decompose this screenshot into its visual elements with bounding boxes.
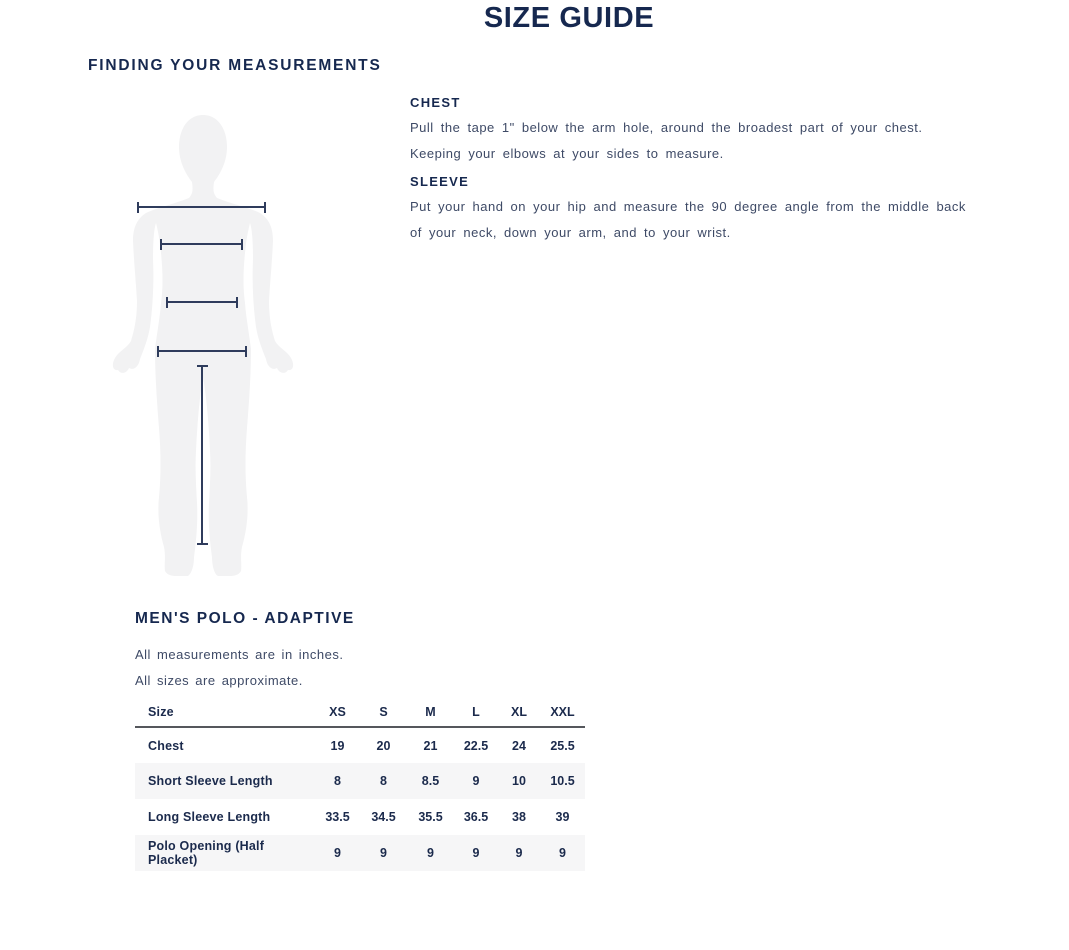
size-table-header-row bbox=[135, 698, 585, 727]
cell-value: 9 bbox=[334, 846, 341, 860]
cell-value: 10.5 bbox=[550, 774, 575, 788]
page-title: SIZE GUIDE bbox=[483, 2, 655, 34]
table-row-long-sleeve-length bbox=[135, 799, 585, 835]
size-header-s: S bbox=[379, 705, 388, 719]
cell-value: 9 bbox=[515, 846, 523, 860]
table-row-polo-opening bbox=[135, 835, 585, 871]
row-label: Polo Opening (Half Placket) bbox=[148, 839, 265, 867]
cell-value: 39 bbox=[555, 810, 570, 824]
size-header-xs: XS bbox=[329, 705, 346, 719]
size-header-m: M bbox=[425, 705, 436, 719]
sleeve-instruction-text: of your neck, down your arm, and to your wrist. bbox=[410, 225, 731, 240]
cell-value: 36.5 bbox=[463, 810, 489, 824]
table-row-short-sleeve-length bbox=[135, 763, 585, 799]
body-silhouette bbox=[100, 113, 306, 578]
size-header-xxl: XXL bbox=[550, 705, 575, 719]
cell-value: 8.5 bbox=[421, 774, 440, 788]
waist-measure-line bbox=[166, 301, 238, 303]
cell-value: 33.5 bbox=[325, 810, 350, 824]
cell-value: 34.5 bbox=[371, 810, 396, 824]
cell-value: 20 bbox=[376, 738, 391, 753]
chest-instruction-text: Keeping your elbows at your sides to measure. bbox=[410, 146, 724, 161]
cell-value: 21 bbox=[423, 738, 438, 753]
cell-value: 8 bbox=[334, 774, 341, 788]
chest-measure-line bbox=[160, 243, 243, 245]
cell-value: 25.5 bbox=[550, 738, 575, 753]
cell-value: 35.5 bbox=[418, 810, 443, 824]
cell-value: 22.5 bbox=[463, 738, 489, 753]
product-size-chart-heading: MEN'S POLO - ADAPTIVE bbox=[135, 610, 355, 627]
row-label: Short Sleeve Length bbox=[148, 774, 273, 788]
cell-value: 38 bbox=[512, 810, 526, 824]
sleeve-instruction-text: Put your hand on your hip and measure the 90 degree angle from the middle back bbox=[410, 199, 966, 214]
approximate-sizes-note: All sizes are approximate. bbox=[135, 673, 303, 688]
chest-instruction-label: CHEST bbox=[410, 95, 461, 110]
chest-instruction-text: Pull the tape 1" below the arm hole, around the broadest part of your chest. bbox=[410, 120, 923, 135]
inseam-measure-line bbox=[201, 365, 203, 545]
cell-value: 9 bbox=[472, 774, 480, 788]
table-row-chest bbox=[135, 727, 585, 763]
size-header-l: L bbox=[472, 705, 480, 719]
cell-value: 19 bbox=[330, 738, 345, 753]
size-chart-table bbox=[135, 698, 585, 871]
finding-measurements-heading: FINDING YOUR MEASUREMENTS bbox=[88, 57, 382, 74]
body-silhouette-graphic bbox=[100, 113, 306, 578]
cell-value: 24 bbox=[512, 738, 526, 753]
hip-measure-line bbox=[157, 350, 247, 352]
measurement-unit-note: All measurements are in inches. bbox=[135, 647, 344, 662]
sleeve-instruction-label: SLEEVE bbox=[410, 174, 470, 189]
row-label: Chest bbox=[148, 738, 184, 753]
cell-value: 10 bbox=[512, 774, 526, 788]
cell-value: 9 bbox=[472, 846, 480, 860]
shoulder-measure-line bbox=[137, 206, 266, 208]
cell-value: 9 bbox=[380, 846, 387, 860]
cell-value: 8 bbox=[380, 774, 387, 788]
cell-value: 9 bbox=[427, 846, 434, 860]
size-header-xl: XL bbox=[511, 705, 527, 719]
cell-value: 9 bbox=[559, 846, 566, 860]
size-column-header: Size bbox=[148, 705, 174, 719]
row-label: Long Sleeve Length bbox=[148, 810, 271, 824]
